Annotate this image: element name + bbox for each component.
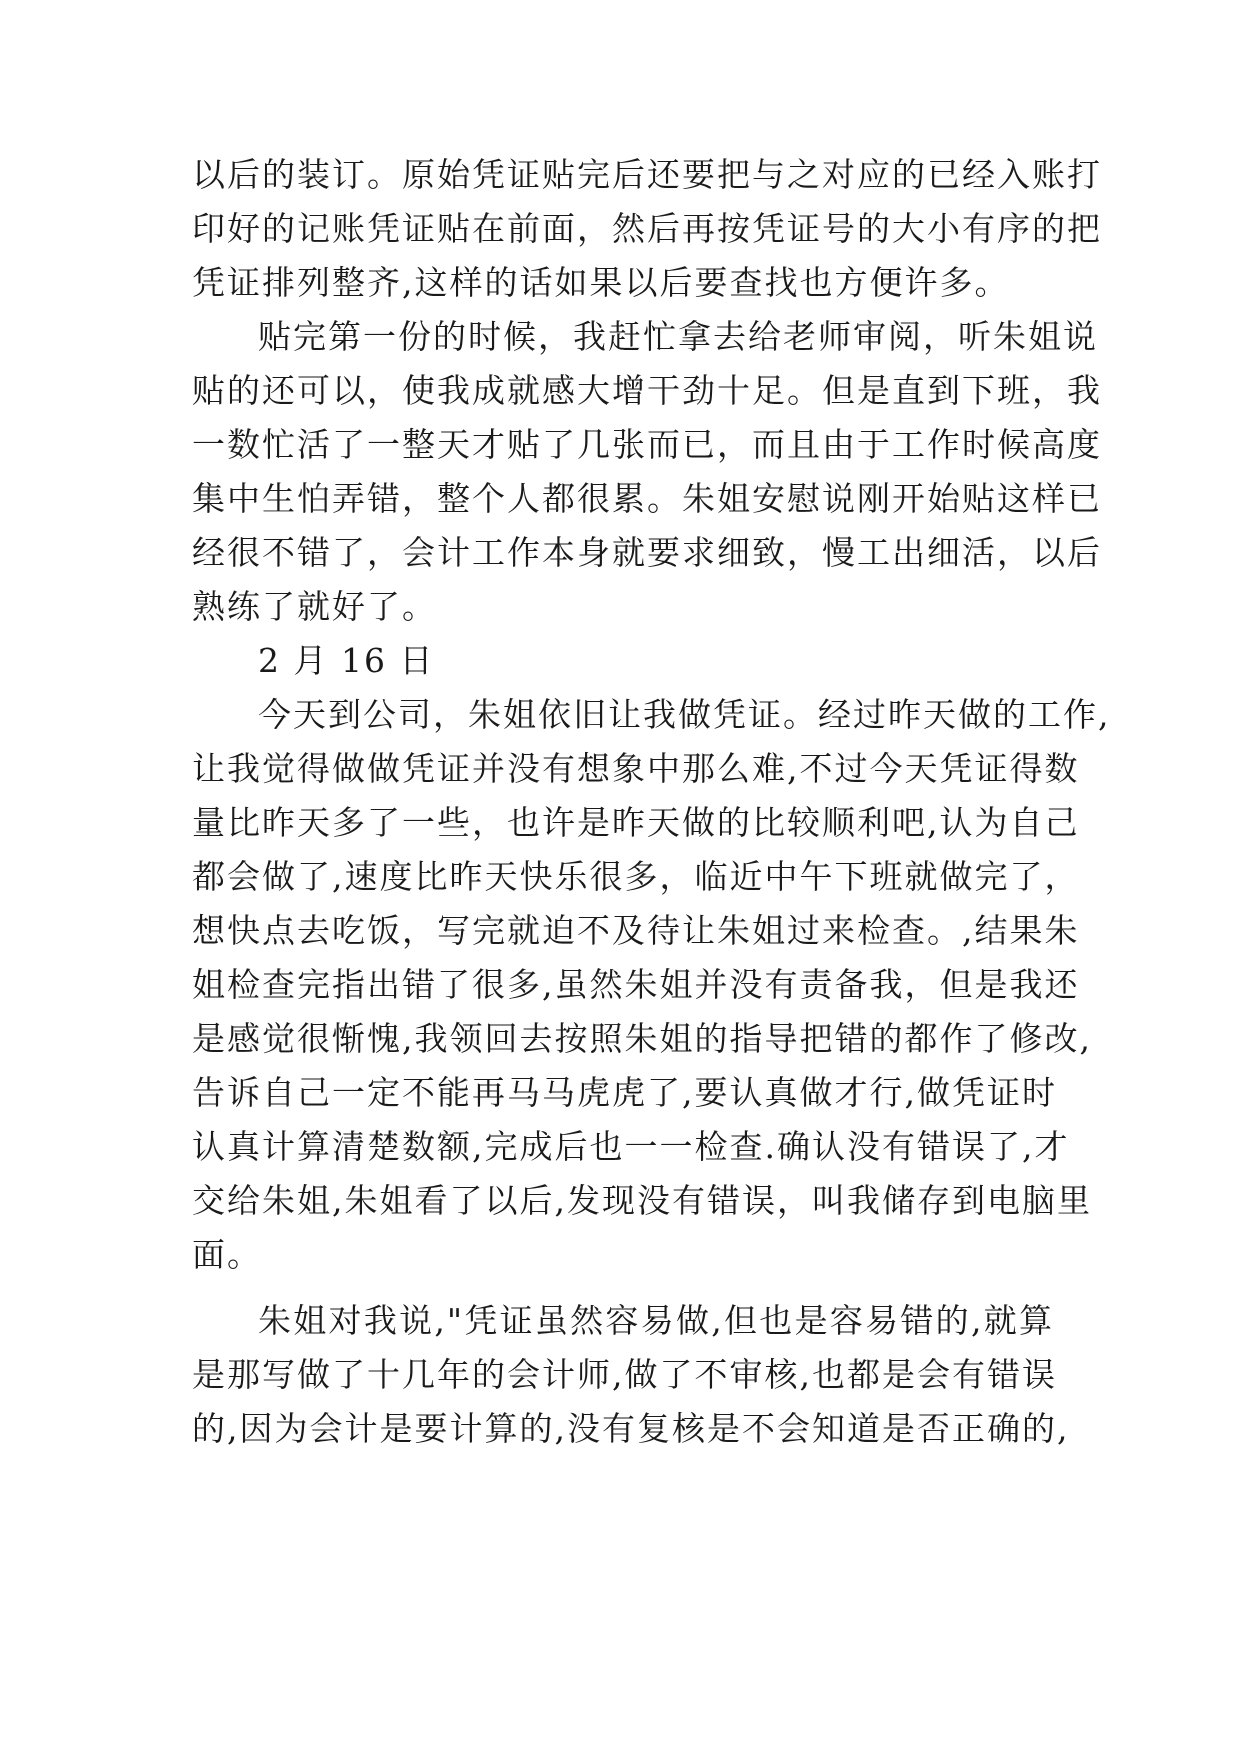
date-heading: 2 月 16 日 bbox=[258, 641, 435, 680]
paragraph-line: 以后的装订。原始凭证贴完后还要把与之对应的已经入账打 bbox=[192, 155, 1102, 194]
body-text bbox=[192, 148, 1111, 1456]
paragraph-line: 的,因为会计是要计算的,没有复核是不会知道是否正确的, bbox=[192, 1409, 1070, 1448]
paragraph-line: 告诉自己一定不能再马马虎虎了,要认真做才行,做凭证时 bbox=[192, 1073, 1057, 1112]
paragraph-line: 熟练了就好了。 bbox=[192, 587, 437, 626]
paragraph-line: 凭证排列整齐,这样的话如果以后要查找也方便许多。 bbox=[192, 263, 1010, 302]
paragraph-line: 让我觉得做做凭证并没有想象中那么难,不过今天凭证得数 bbox=[192, 749, 1080, 788]
paragraph-line: 量比昨天多了一些，也许是昨天做的比较顺利吧,认为自己 bbox=[192, 803, 1080, 842]
paragraph-line: 贴的还可以，使我成就感大增干劲十足。但是直到下班，我 bbox=[192, 371, 1102, 410]
paragraph-line: 是感觉很惭愧,我领回去按照朱姐的指导把错的都作了修改, bbox=[192, 1019, 1092, 1058]
paragraph-line: 集中生怕弄错，整个人都很累。朱姐安慰说刚开始贴这样已 bbox=[192, 479, 1102, 518]
paragraph-line: 姐检查完指出错了很多,虽然朱姐并没有责备我，但是我还 bbox=[192, 965, 1080, 1004]
paragraph-line: 贴完第一份的时候，我赶忙拿去给老师审阅，听朱姐说 bbox=[258, 317, 1098, 356]
paragraph-line: 是那写做了十几年的会计师,做了不审核,也都是会有错误 bbox=[192, 1355, 1057, 1394]
paragraph-line: 一数忙活了一整天才贴了几张而已，而且由于工作时候高度 bbox=[192, 425, 1102, 464]
paragraph-line: 印好的记账凭证贴在前面，然后再按凭证号的大小有序的把 bbox=[192, 209, 1102, 248]
paragraph-line: 想快点去吃饭，写完就迫不及待让朱姐过来检查。,结果朱 bbox=[192, 911, 1080, 950]
paragraph-line: 都会做了,速度比昨天快乐很多，临近中午下班就做完了， bbox=[192, 857, 1080, 896]
paragraph-line: 今天到公司，朱姐依旧让我做凭证。经过昨天做的工作, bbox=[258, 695, 1111, 734]
paragraph-line: 朱姐对我说,"凭证虽然容易做,但也是容易错的,就算 bbox=[258, 1301, 1054, 1340]
paragraph-line: 交给朱姐,朱姐看了以后,发现没有错误，叫我储存到电脑里 bbox=[192, 1181, 1092, 1220]
paragraph-line: 认真计算清楚数额,完成后也一一检查.确认没有错误了,才 bbox=[192, 1127, 1070, 1166]
paragraph-gap bbox=[192, 1282, 1054, 1294]
paragraph-line: 经很不错了，会计工作本身就要求细致，慢工出细活，以后 bbox=[192, 533, 1102, 572]
paragraph-line: 面。 bbox=[192, 1235, 262, 1274]
